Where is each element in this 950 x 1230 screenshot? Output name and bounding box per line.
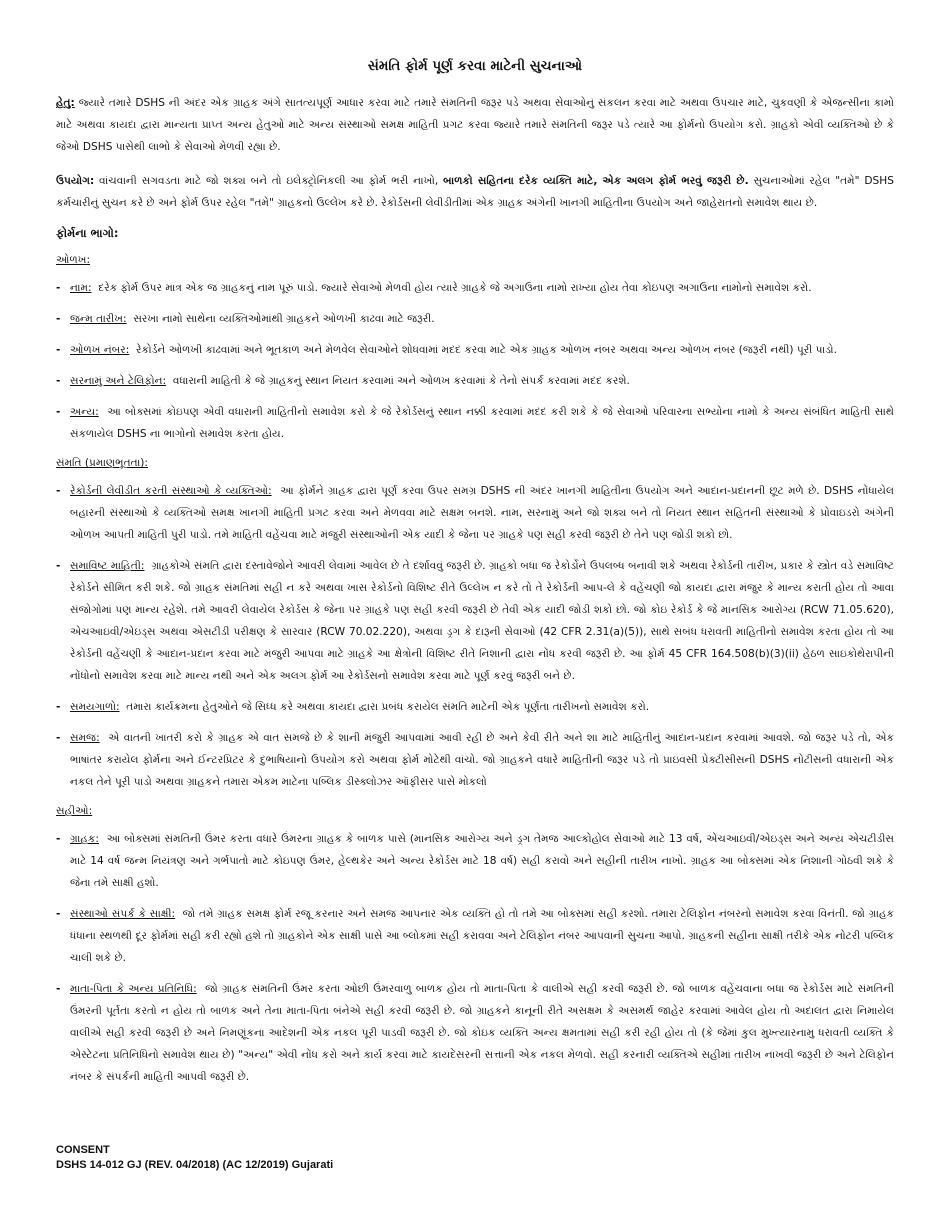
item-term: સમાવિષ્ટ માહિતી:	[70, 560, 145, 572]
list-item	[56, 696, 894, 718]
list-item	[56, 903, 894, 969]
usage-paragraph	[56, 170, 894, 214]
item-text: ગ્રાહકોએ સંમતિ દ્વારા દસ્તાવેજોને આવરી લેવામાં આવેલ છે તે દર્શાવવું જરૂરી છે. ગ્રાહકો બધા જ રેકોર્ડોને ઉપલબ્ધ બનાવી શકે અથવા રેકોર્ડની તારીખ, પ્રકાર કે સ્ત્રોત વડે સમાવિષ્ટ રેકોર્ડને સીમિત કરી શકે. જો ગ્રાહક સંમતિમાં સહી ન કરે અથવા ખાસ રેકોર્ડનો વિશિષ્ટ રીતે ઉલ્લેખ ન કરે તો તે રેકોર્ડની આપ-લે કે વહેંચણી જો કાયદા દ્વારા મંજુર કે માન્ય કરાતી હોય તો આવા સંજોગોમાં પણ માન્ય રહેશે. તમે આવરી લેવાયેલ રેકોર્ડસ કે જેના પર ગ્રાહકે પણ સહી કરવી જરૂરી છે તેવી એક યાદી જોડી શકો છો. જો કોઇ રેકોર્ડ કે જે માનસિક આરોગ્ય (RCW 71.05.620), એચઆઇવી/એઇડ્સ અથવા એસટીડી પરીક્ષણ કે સારવાર (RCW 70.02.220), અથવા ડ્રગ કે દારૂની સેવાઓ (42 CFR 2.31(a)(5)), સાથે સબંધ ધરાવતી માહિતીનો સમાવેશ કરતા હોય તો આ રેકોર્ડની વહેંચણી કે આદાન-પ્રદાન કરવા માટે મંજુરી આપવા માટે ગ્રાહકે આ ક્ષેત્રોની વિશિષ્ટ રીતે નિશાની દ્વારા નોંધ કરવી જરૂરી છે. આ ફોર્મ 45 CFR 164.508(b)(3)(ii) હેઠળ સાઇકોથેરાપીની નોંધોનો સમાવેશ કરવા માટે માન્ય નથી અને એક અલગ ફોર્મ આ રેકોર્ડસનો સમાવેશ કરવા માટે પૂર્ણ કરવું જરૂરી બને છે.	[70, 560, 894, 682]
consent-heading: સંમતિ (પ્રમાણભૂતતા):	[56, 457, 148, 469]
item-text: એ વાતની ખાતરી કરો કે ગ્રાહક એ વાત સમજે છે કે શાની મંજુરી આપવામાં આવી રહી છે અને કેવી રીતે અને શા માટે માહિતીનું આદાન-પ્રદાન કરવામાં આવશે. જો જરૂર પડે તો, એક ભાષાંતર કરાયેલ ફોર્મના અને ઈન્ટરપ્રિટર કે દુભાષિયાનો ઉપયોગ કરો અથવા ફોર્મ મોટેથી વાંચો. જો ગ્રાહકને વધારે માહિતીની જરૂર પડે તો પ્રાઇવસી પ્રેક્ટીસીસની DSHS નોટીસની વધારાની એક નકલ તેને પૂરી પાડો અથવા ગ્રાહકને તમારા એકમ માટેના પબ્લિક ડીસ્ક્લોઝર ઑફીસર પાસે મોકલો	[70, 732, 894, 788]
list-item	[56, 480, 894, 546]
usage-text-before: વાંચવાની સગવડતા માટે જો શક્ય બને તો ઇલેક્ટ્રોનિકલી આ ફોર્મ ભરી નાખો,	[99, 175, 439, 187]
list-item	[56, 727, 894, 793]
list-item	[56, 277, 894, 299]
item-term: જન્મ તારીખ:	[70, 313, 127, 325]
purpose-label: હેતુ:	[56, 97, 75, 109]
item-term: રેકોર્ડની લેવીડીત કરતી સંસ્થાઓ કે વ્યક્તિઓ:	[70, 485, 272, 497]
usage-label: ઉપયોગ:	[56, 175, 95, 187]
item-term: સમયગાળો:	[70, 701, 120, 713]
item-term: સમજ:	[70, 732, 100, 744]
list-item	[56, 339, 894, 361]
footer-consent-label: CONSENT	[56, 1144, 110, 1156]
item-text: સરખા નામો સાથેના વ્યક્તિઓમાંથી ગ્રાહકને ઓળખી કાઢવા માટે જરૂરી.	[133, 313, 435, 325]
item-term: માતા-પિતા કે અન્ય પ્રતિનિધિ:	[70, 983, 197, 995]
identification-heading: ઓળખ:	[56, 254, 91, 266]
item-text: જો ગ્રાહક સંમતિની ઉંમર કરતા ઓછી ઉંમરવાળુ બાળક હોય તો માતા-પિતા કે વાલીએ સહી કરવી જરૂરી છે. જો બાળક વહેંચવાના બધા જ રેકોર્ડસ માટે સંમતિની ઉંમરની પૂર્તતા કરતો ન હોય તો બાળક અને તેના માતા-પિતા બંનેએ સહી કરવી જરૂરી છે. જો ગ્રાહકને કાનૂની રીતે અસક્ષમ કે અસમર્થ જાહેર કરવામાં આવેલ હોય તો અદાલત દ્વારા નિમાયેલ વાલીએ સહી કરવી જરૂરી છે અને નિમણૂંકના આદેશની એક નકલ પૂરી પાડવી જરૂરી છે. જો કોઇક વ્યક્તિ અન્ય ક્ષમતામાં સહી કરી રહી હોય તો (કે જેમાં કુલ મુખ્ત્યારનામુ ધરાવતી વ્યક્તિ કે એસ્ટેટના પ્રતિનિધિનો સમાવેશ થાય છે) "અન્ય" એવી નોંધ કરો અને કાર્ય કરવા માટે કાયદેસરની સત્તાની એક નકલ મેળવો. સહી કરનારી વ્યક્તિએ સહીમાં તારીખ નાખવી જરૂરી છે અને ટેલિફોન નંબર કે સંપર્કની માહિતી આપવી જરૂરી છે.	[70, 983, 894, 1083]
page-title: સંમતિ ફોર્મ પૂર્ણ કરવા માટેની સુચનાઓ	[367, 58, 583, 74]
item-text: દરેક ફોર્મ ઉપર માત્ર એક જ ગ્રાહકનું નામ પૂરું પાડો. જ્યારે સેવાઓ મેળવી હોય ત્યારે ગ્રાહકે જે અગાઉના નામો રાખ્યા હોય તેવા કોઇપણ અગાઉના નામોનો સમાવેશ કરો.	[98, 282, 812, 294]
form-footer	[56, 1143, 333, 1173]
item-text: વધારાની માહિતી કે જે ગ્રાહકનું સ્થાન નિયત કરવામાં અને ઓળખ કરવામાં કે તેનો સંપર્ક કરવામાં મદદ કરશે.	[172, 375, 630, 387]
item-text: જો તમે ગ્રાહક સમક્ષ ફોર્મ રજૂ કરનાર અને સમજ આપનાર એક વ્યક્તિ હો તો તમે આ બોક્સમાં સહી કરશો. તમારા ટેલિફોન નંબરનો સમાવેશ કરવા વિનંતી. જો ગ્રાહક ધંધાના સ્થળથી દૂર ફોર્મમાં સહી કરી રહ્યો હશે તો ગ્રાહકોને એક સાક્ષી પાસે આ બ્લોકમાં સહી કરાવવા અને ટેલિફોન નંબર આપવાની સુચના આપો. ગ્રાહકની સહીના સાક્ષી તરીકે એક નોટરી પબ્લિક ચાલી શકે છે.	[70, 908, 894, 964]
item-text: આ બોક્સમાં સંમતિની ઉંમર કરતા વધારે ઉંમરના ગ્રાહક કે બાળક પાસે (માનસિક આરોગ્ય અને ડ્રગ તેમજ આલ્કોહોલ સેવાઓ માટે 13 વર્ષ, એચઆઇવી/એઇડ્સ અને અન્ય એચટીડીસ માટે 14 વર્ષ જન્મ નિયંત્રણ અને ગર્ભપાતો માટે કોઇપણ ઉંમર, હેલ્થકેર અને અન્ય રેકોર્ડસ માટે 18 વર્ષ) સહી કરાવો અને સહીની તારીખ નાખો. ગ્રાહક આ બોક્સમાં એક નિશાની ગોઠવી શકે કે જેના તમે સાક્ષી હશો.	[70, 833, 894, 889]
signatures-list	[56, 828, 894, 1088]
list-item	[56, 828, 894, 894]
identification-list	[56, 277, 894, 445]
item-text: તમારા કાર્યક્રમના હેતુઓને જે સિધ્ધ કરે અથવા કાયદા દ્વારા પ્રબંધ કરાયેલ સંમતિ માટેની એક પૂર્ણતા તારીખનો સમાવેશ કરો.	[126, 701, 650, 713]
list-item	[56, 308, 894, 330]
purpose-paragraph	[56, 92, 894, 158]
list-item	[56, 978, 894, 1088]
item-term: સંસ્થાઓ સંપર્ક કે સાક્ષી:	[70, 908, 176, 920]
footer-form-number: DSHS 14-012 GJ (REV. 04/2018) (AC 12/2019) Gujarati	[56, 1159, 334, 1171]
item-term: અન્ય:	[70, 406, 99, 418]
consent-list	[56, 480, 894, 793]
usage-text-after: સુચનાઓમાં રહેલ "તમે" DSHS કર્મચારીનું સુચન કરે છે અને ફોર્મ ઉપર રહેલ "તમે" ગ્રાહકનો ઉલ્લેખ કરે છે. રેકોર્ડસની લેવીડીતીમાં એક ગ્રાહક અંગેની ખાનગી માહિતીના ઉપયોગ અને જાહેરાતનો સમાવેશ થાય છે.	[56, 175, 894, 209]
list-item	[56, 555, 894, 687]
form-parts-heading: ફોર્મના ભાગો:	[56, 226, 119, 240]
signatures-heading: સહીઓ:	[56, 805, 93, 817]
item-text: આ ફોર્મને ગ્રાહક દ્વારા પૂર્ણ કરવા ઉપર સમગ્ર DSHS ની અંદર ખાનગી માહિતીના ઉપયોગ અને આદાન-પ્રદાનની છૂટ મળે છે. DSHS નોંધાયેલ બહારની સંસ્થાઓ કે વ્યક્તિઓ સમક્ષ ખાનગી માહિતી પ્રગટ કરવા અને મેળવવા માટે સક્ષમ બનશે. નામ, સરનામું અને જો શક્ય બને તો નિયત સ્થાન સહિતની સંસ્થાઓ કે પ્રોવાઇડરો અંગેની ઓળખ આપતી માહિતી પુરી પાડો. તમે માહિતી વહેંચવા માટે મંજુરી સંસ્થાઓની એક યાદી કે જેના પર ગ્રાહકે પણ સહી કરવી જરૂરી છે તેને પણ જોડી શકો છો.	[70, 485, 895, 541]
item-term: નામ:	[70, 282, 92, 294]
item-text: આ બોક્સમાં કોઇપણ એવી વધારાની માહિતીનો સમાવેશ કરો કે જે રેકોર્ડસનું સ્થાન નક્કી કરવામાં મદદ કરી શકે કે જે સેવાઓ પરિવારના સભ્યોના નામો કે અન્ય સંબંધિત માહિતી સાથે સંકળાયેલ DSHS ના ભાગોનો સમાવેશ કરતા હોય.	[70, 406, 894, 440]
purpose-text: જ્યારે તમારે DSHS ની અંદર એક ગ્રાહક અંગે સાતત્યપૂર્ણ આધાર કરવા માટે તમારે સંમતિની જરૂર પડે અથવા સેવાઓનું સંકલન કરવા માટે અથવા ઉપચાર માટે, ચુકવણી કે એજન્સીના કામો માટે અથવા કાયદા દ્વારા માન્યતા પ્રાપ્ત અન્ય હેતુઓ માટે અન્ય સંસ્થાઓ સમક્ષ માહિતી પ્રગટ કરવા જ્યારે તમારે સંમતિની જરૂર પડે ત્યારે આ ફોર્મનો ઉપયોગ કરો. ગ્રાહકો એવી વ્યક્તિઓ છે કે જેઓ DSHS પાસેથી લાભો કે સેવાઓ મેળવી રહ્યા છે.	[56, 97, 894, 153]
list-item	[56, 401, 894, 445]
item-term: ઓળખ નંબર:	[70, 344, 130, 356]
list-item	[56, 370, 894, 392]
item-term: સરનામું અને ટેલિફોન:	[70, 375, 167, 387]
item-text: રેકોર્ડને ઓળખી કાઢવામાં અને ભૂતકાળ અને મેળવેલ સેવાઓને શોધવામાં મદદ કરવા માટે એક ગ્રાહક ઓળખ નંબર અથવા અન્ય ઓળખ નંબર (જરૂરી નથી) પૂરી પાડો.	[136, 344, 837, 356]
item-term: ગ્રાહક:	[70, 833, 99, 845]
usage-bold-text: બાળકો સહિતના દરેક વ્યક્તિ માટે, એક અલગ ફોર્મ ભરવું જરૂરી છે.	[443, 175, 749, 187]
